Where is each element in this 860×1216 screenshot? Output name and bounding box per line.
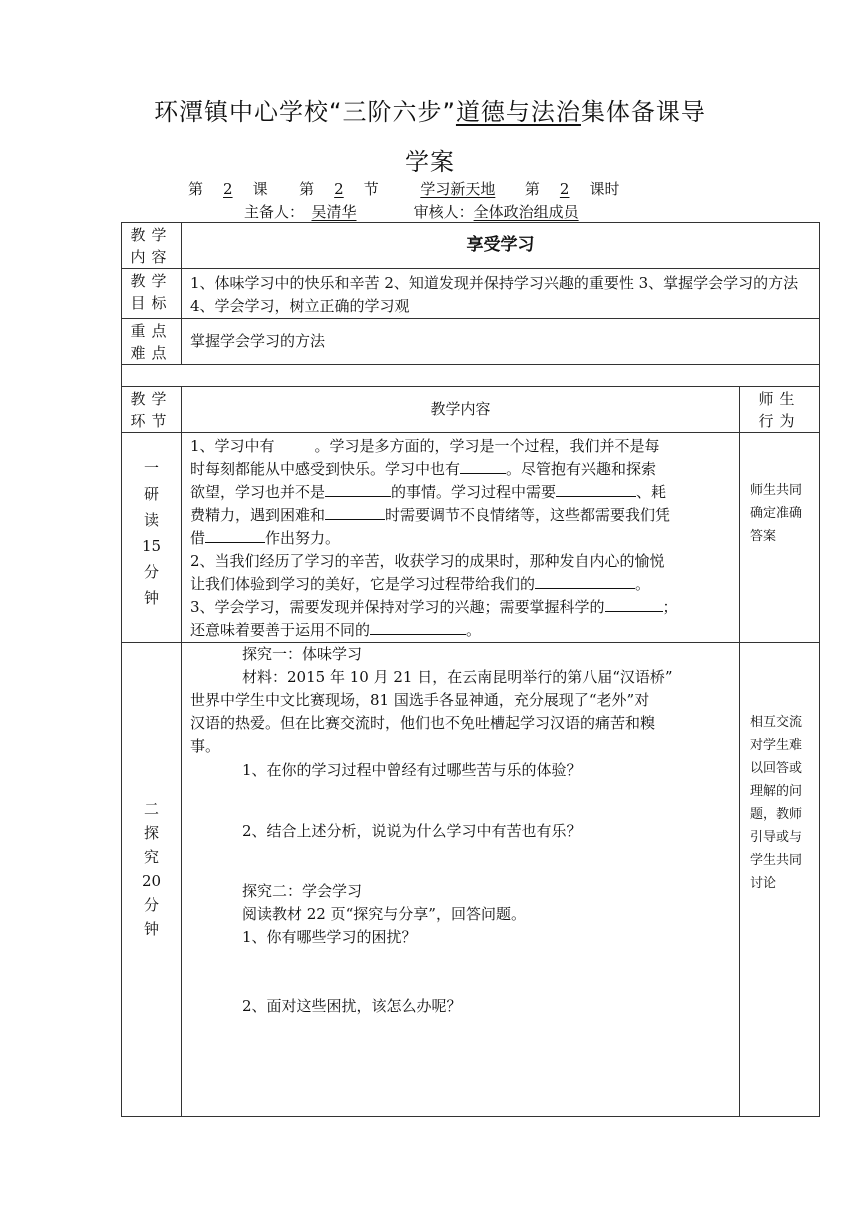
reviewer-name: 全体政治组成员 — [473, 203, 579, 221]
label-teaching-goals: 教学目标 — [122, 269, 182, 319]
fill-blank[interactable] — [205, 527, 265, 543]
col-header-behavior: 师生行为 — [740, 387, 820, 433]
material-text: 世界中学生中文比赛现场，81 国选手各显神通，充分展现了“老外”对 — [190, 691, 650, 709]
fill-blank[interactable] — [535, 573, 635, 589]
section-number: 2 — [334, 180, 344, 198]
fill-blank[interactable] — [325, 504, 385, 520]
lesson-number: 2 — [223, 180, 233, 198]
row-header — [122, 387, 820, 433]
row-stage1 — [122, 433, 820, 643]
col-header-content: 教学内容 — [182, 387, 740, 433]
title-part-subject: 道德与法治 — [455, 98, 581, 126]
stage2-behavior: 相互交流对学生难以回答或理解的问题，教师引导或与学生共同讨论 — [740, 643, 820, 1117]
reviewer-label: 审核人： — [413, 203, 474, 221]
fill-blank[interactable] — [556, 481, 636, 497]
section-title: 学习新天地 — [420, 180, 496, 198]
lesson-unit: 课 — [252, 180, 268, 198]
section-unit: 节 — [363, 180, 379, 198]
reading-instruction: 阅读教材 22 页“探究与分享”，回答问题。 — [242, 905, 526, 923]
stage1-behavior: 师生共同确定准确答案 — [740, 433, 820, 643]
fill-blank[interactable] — [325, 481, 391, 497]
lesson-subject: 享受学习 — [182, 223, 820, 269]
title-part-type: 集体备课导 — [580, 98, 706, 126]
lesson-meta-line — [188, 178, 619, 199]
row-content — [122, 223, 820, 269]
author-meta-line — [244, 201, 579, 222]
fill-blank[interactable] — [605, 596, 663, 612]
lesson-label: 第 — [188, 180, 204, 198]
preparer-label: 主备人： — [244, 203, 305, 221]
material-text: 材料：2015 年 10 月 21 日，在云南昆明举行的第八届“汉语桥” — [242, 668, 673, 686]
title-part-school: 环潭镇中心学校“三阶六步” — [154, 98, 456, 126]
key-points: 掌握学会学习的方法 — [182, 319, 820, 365]
period-number: 2 — [559, 180, 570, 198]
question-4: 2、面对这些困扰，该怎么办呢？ — [242, 997, 462, 1015]
inquiry1-title: 探究一：体味学习 — [242, 645, 363, 663]
question-3: 1、你有哪些学习的困扰？ — [242, 928, 417, 946]
question-2: 2、结合上述分析，说说为什么学习中有苦也有乐？ — [242, 822, 582, 840]
fill-blank[interactable] — [460, 458, 506, 474]
inquiry2-title: 探究二：学会学习 — [242, 882, 363, 900]
row-goals — [122, 269, 820, 319]
material-text: 汉语的热爱。但在比赛交流时，他们也不免吐槽起学习汉语的痛苦和糗 — [190, 714, 656, 732]
page-title-line2: 学案 — [405, 148, 455, 176]
stage2-content — [182, 643, 740, 1117]
label-key-points: 重点难点 — [122, 319, 182, 365]
period-label: 第 — [524, 180, 540, 198]
material-text: 事。 — [190, 737, 221, 755]
fill-blank[interactable] — [370, 619, 466, 635]
section-label: 第 — [299, 180, 315, 198]
stage1-label: 一 研 读 15 分 钟 — [122, 433, 182, 643]
row-key — [122, 319, 820, 365]
spacer-cell — [122, 365, 820, 387]
label-teaching-content: 教学内容 — [122, 223, 182, 269]
lesson-plan-table — [121, 222, 820, 1117]
period-unit: 课时 — [589, 180, 620, 198]
stage2-label: 二 探 究 20 分 钟 — [122, 643, 182, 1117]
row-stage2 — [122, 643, 820, 1117]
teaching-goals: 1、体味学习中的快乐和辛苦 2、知道发现并保持学习兴趣的重要性 3、掌握学会学习的方法 4、学会学习，树立正确的学习观 — [182, 269, 820, 319]
preparer-name: 吴清华 — [311, 203, 357, 221]
question-1: 1、在你的学习过程中曾经有过哪些苦与乐的体验？ — [242, 761, 582, 779]
col-header-stage: 教学环节 — [122, 387, 182, 433]
row-spacer — [122, 365, 820, 387]
page-title-line1 — [0, 92, 860, 127]
stage1-content: 1、学习中有 。学习是多方面的，学习是一个过程，我们并不是每 时每刻都能从中感受到快乐。学习中也有 。尽管抱有兴趣和探索 欲望，学习也并不是 的事情。学习过程中需要 、耗 费精力，遇到困难和 时需要调节不良情绪等，这些都需要我们凭 借 作出努力。 2、当我们经历了学习的辛苦，收获学习的成果时，那种发自内心的愉悦 让我们体验到学习的美好，它是学习过程带给我们的 。 3、学会学习，需要发现并保持对学习的兴趣；需要掌握科学的 ； 还意味着要善于运用不同的 。 — [182, 433, 740, 643]
